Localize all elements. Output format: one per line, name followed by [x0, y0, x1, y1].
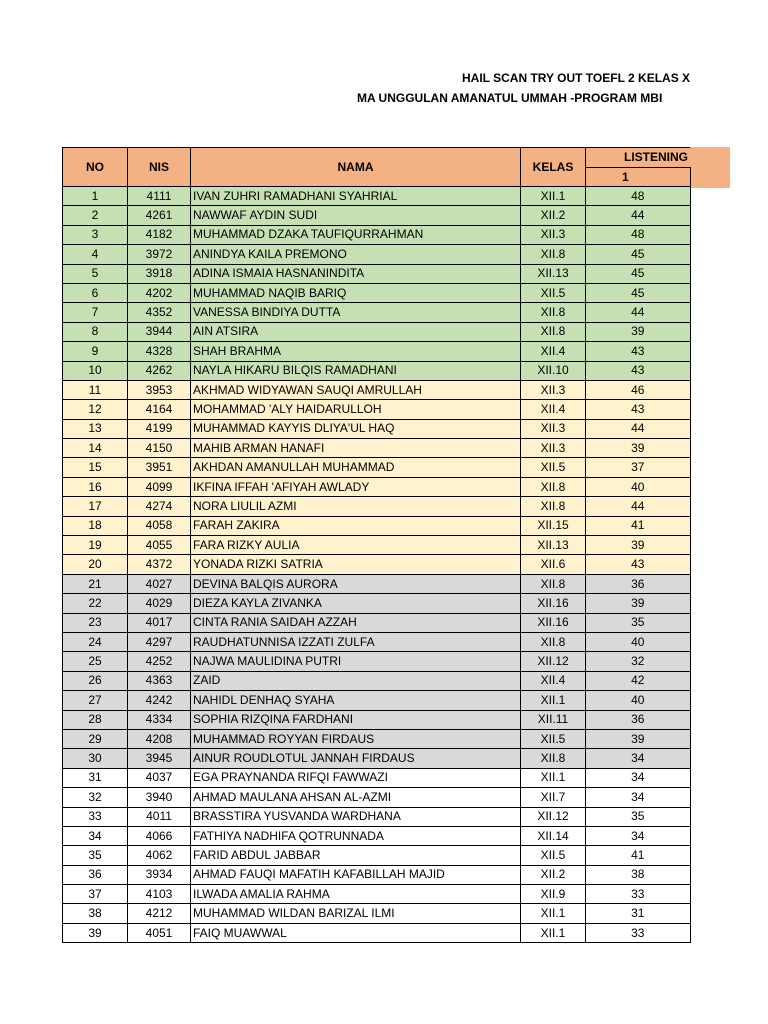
cell-listening-score: 39 — [586, 536, 691, 555]
table-row — [63, 885, 691, 904]
cell-nis: 4262 — [128, 361, 191, 380]
cell-no: 37 — [63, 885, 128, 904]
cell-no: 9 — [63, 342, 128, 361]
cell-nama: AIN ATSIRA — [191, 322, 521, 341]
cell-nama: IVAN ZUHRI RAMADHANI SYAHRIAL — [191, 187, 521, 206]
cell-nis: 4182 — [128, 225, 191, 244]
document-header — [0, 60, 691, 120]
cell-kelas: XII.12 — [521, 652, 586, 671]
table-row — [63, 283, 691, 302]
cell-no: 14 — [63, 439, 128, 458]
cell-no: 12 — [63, 400, 128, 419]
cell-kelas: XII.12 — [521, 807, 586, 826]
cell-kelas: XII.8 — [521, 749, 586, 768]
cell-nama: MUHAMMAD NAQIB BARIQ — [191, 283, 521, 302]
cell-kelas: XII.8 — [521, 477, 586, 496]
cell-kelas: XII.8 — [521, 322, 586, 341]
cell-no: 23 — [63, 613, 128, 632]
table-row — [63, 361, 691, 380]
cell-kelas: XII.3 — [521, 380, 586, 399]
cell-nama: ADINA ISMAIA HASNANINDITA — [191, 264, 521, 283]
cell-listening-score: 39 — [586, 439, 691, 458]
cell-kelas: XII.4 — [521, 671, 586, 690]
cell-nis: 4099 — [128, 477, 191, 496]
cell-nis: 4261 — [128, 206, 191, 225]
cell-nis: 4372 — [128, 555, 191, 574]
cell-no: 25 — [63, 652, 128, 671]
cell-nama: MUHAMMAD WILDAN BARIZAL ILMI — [191, 904, 521, 923]
cell-nama: FARAH ZAKIRA — [191, 516, 521, 535]
cell-kelas: XII.5 — [521, 846, 586, 865]
cell-kelas: XII.11 — [521, 710, 586, 729]
cell-listening-score: 39 — [586, 594, 691, 613]
table-row — [63, 671, 691, 690]
cell-nis: 4274 — [128, 497, 191, 516]
cell-nis: 3951 — [128, 458, 191, 477]
header-row-1 — [63, 148, 691, 168]
cell-no: 22 — [63, 594, 128, 613]
table-row — [63, 865, 691, 884]
cell-listening-score: 35 — [586, 613, 691, 632]
column-header-nis: NIS — [128, 148, 191, 187]
cell-listening-score: 40 — [586, 632, 691, 651]
cell-nis: 3945 — [128, 749, 191, 768]
cell-listening-score: 43 — [586, 342, 691, 361]
cell-nis: 4199 — [128, 419, 191, 438]
cell-listening-score: 48 — [586, 187, 691, 206]
cell-nama: MUHAMMAD DZAKA TAUFIQURRAHMAN — [191, 225, 521, 244]
cell-nama: ANINDYA KAILA PREMONO — [191, 245, 521, 264]
cell-no: 39 — [63, 923, 128, 942]
cell-nama: MUHAMMAD KAYYIS DLIYA'UL HAQ — [191, 419, 521, 438]
cell-no: 24 — [63, 632, 128, 651]
cell-nama: FARA RIZKY AULIA — [191, 536, 521, 555]
cell-listening-score: 31 — [586, 904, 691, 923]
cell-nis: 4027 — [128, 574, 191, 593]
cell-nama: AHMAD MAULANA AHSAN AL-AZMI — [191, 788, 521, 807]
table-row — [63, 400, 691, 419]
cell-kelas: XII.5 — [521, 729, 586, 748]
cell-nis: 3972 — [128, 245, 191, 264]
cell-kelas: XII.1 — [521, 923, 586, 942]
cell-nama: RAUDHATUNNISA IZZATI ZULFA — [191, 632, 521, 651]
cell-nama: AHMAD FAUQI MAFATIH KAFABILLAH MAJID — [191, 865, 521, 884]
document-title-line2: MA UNGGULAN AMANATUL UMMAH -PROGRAM MBI — [357, 91, 663, 105]
cell-no: 2 — [63, 206, 128, 225]
cell-no: 10 — [63, 361, 128, 380]
column-header-listening: LISTENING — [586, 148, 691, 168]
table-row — [63, 225, 691, 244]
cell-nama: NAHIDL DENHAQ SYAHA — [191, 691, 521, 710]
cell-nama: AKHMAD WIDYAWAN SAUQI AMRULLAH — [191, 380, 521, 399]
cell-kelas: XII.1 — [521, 768, 586, 787]
cell-no: 29 — [63, 729, 128, 748]
cell-listening-score: 43 — [586, 361, 691, 380]
cell-listening-score: 39 — [586, 322, 691, 341]
cell-kelas: XII.14 — [521, 826, 586, 845]
cell-listening-score: 41 — [586, 516, 691, 535]
cell-no: 33 — [63, 807, 128, 826]
cell-no: 5 — [63, 264, 128, 283]
cell-kelas: XII.5 — [521, 458, 586, 477]
cell-listening-score: 44 — [586, 497, 691, 516]
cell-kelas: XII.13 — [521, 264, 586, 283]
cell-nis: 4212 — [128, 904, 191, 923]
cell-nama: ZAID — [191, 671, 521, 690]
cell-nama: AKHDAN AMANULLAH MUHAMMAD — [191, 458, 521, 477]
table-row — [63, 497, 691, 516]
cell-nis: 4297 — [128, 632, 191, 651]
table-row — [63, 826, 691, 845]
table-row — [63, 710, 691, 729]
cell-nis: 3953 — [128, 380, 191, 399]
cell-no: 3 — [63, 225, 128, 244]
cell-listening-score: 48 — [586, 225, 691, 244]
table-row — [63, 691, 691, 710]
cell-listening-score: 34 — [586, 749, 691, 768]
cell-nis: 3944 — [128, 322, 191, 341]
cell-kelas: XII.3 — [521, 225, 586, 244]
table-row — [63, 342, 691, 361]
table-row — [63, 574, 691, 593]
cell-nis: 4037 — [128, 768, 191, 787]
cell-nama: SHAH BRAHMA — [191, 342, 521, 361]
column-header-nama: NAMA — [191, 148, 521, 187]
cell-kelas: XII.9 — [521, 885, 586, 904]
table-row — [63, 923, 691, 942]
cell-no: 4 — [63, 245, 128, 264]
table-row — [63, 322, 691, 341]
cell-no: 26 — [63, 671, 128, 690]
cell-no: 17 — [63, 497, 128, 516]
table-row — [63, 264, 691, 283]
cell-no: 18 — [63, 516, 128, 535]
cell-listening-score: 34 — [586, 768, 691, 787]
cell-no: 36 — [63, 865, 128, 884]
table-row — [63, 187, 691, 206]
cell-nis: 3918 — [128, 264, 191, 283]
cell-nama: MUHAMMAD ROYYAN FIRDAUS — [191, 729, 521, 748]
cell-kelas: XII.4 — [521, 342, 586, 361]
cell-nis: 4208 — [128, 729, 191, 748]
table-row — [63, 904, 691, 923]
cell-kelas: XII.1 — [521, 691, 586, 710]
cell-listening-score: 34 — [586, 826, 691, 845]
cell-nis: 3940 — [128, 788, 191, 807]
table-row — [63, 788, 691, 807]
table-row — [63, 846, 691, 865]
cell-kelas: XII.8 — [521, 632, 586, 651]
cell-nama: NAYLA HIKARU BILQIS RAMADHANI — [191, 361, 521, 380]
cell-nis: 4352 — [128, 303, 191, 322]
cell-nama: SOPHIA RIZQINA FARDHANI — [191, 710, 521, 729]
cell-kelas: XII.13 — [521, 536, 586, 555]
cell-no: 20 — [63, 555, 128, 574]
cell-no: 6 — [63, 283, 128, 302]
cell-listening-score: 45 — [586, 264, 691, 283]
cell-no: 11 — [63, 380, 128, 399]
cell-nis: 4051 — [128, 923, 191, 942]
cell-no: 7 — [63, 303, 128, 322]
cell-listening-score: 44 — [586, 206, 691, 225]
cell-nis: 4164 — [128, 400, 191, 419]
cell-kelas: XII.8 — [521, 303, 586, 322]
cell-nama: MOHAMMAD 'ALY HAIDARULLOH — [191, 400, 521, 419]
cell-no: 27 — [63, 691, 128, 710]
cell-no: 35 — [63, 846, 128, 865]
cell-kelas: XII.4 — [521, 400, 586, 419]
cell-nis: 4252 — [128, 652, 191, 671]
cell-nama: VANESSA BINDIYA DUTTA — [191, 303, 521, 322]
cell-kelas: XII.10 — [521, 361, 586, 380]
cell-nis: 4363 — [128, 671, 191, 690]
cell-nis: 4029 — [128, 594, 191, 613]
cell-listening-score: 34 — [586, 788, 691, 807]
cell-listening-score: 35 — [586, 807, 691, 826]
cell-kelas: XII.8 — [521, 574, 586, 593]
table-row — [63, 729, 691, 748]
table-row — [63, 555, 691, 574]
cell-kelas: XII.16 — [521, 594, 586, 613]
document-title-line1: HAIL SCAN TRY OUT TOEFL 2 KELAS X — [462, 71, 691, 85]
cell-kelas: XII.7 — [521, 788, 586, 807]
cell-listening-score: 42 — [586, 671, 691, 690]
cell-listening-score: 37 — [586, 458, 691, 477]
cell-kelas: XII.16 — [521, 613, 586, 632]
cell-nama: NAWWAF AYDIN SUDI — [191, 206, 521, 225]
cell-no: 1 — [63, 187, 128, 206]
cell-kelas: XII.3 — [521, 439, 586, 458]
cell-nis: 4103 — [128, 885, 191, 904]
column-header-no: NO — [63, 148, 128, 187]
cell-listening-score: 43 — [586, 400, 691, 419]
cell-nis: 4011 — [128, 807, 191, 826]
cell-nis: 4111 — [128, 187, 191, 206]
cell-nama: NORA LIULIL AZMI — [191, 497, 521, 516]
table-row — [63, 458, 691, 477]
cell-no: 8 — [63, 322, 128, 341]
table-row — [63, 419, 691, 438]
cell-kelas: XII.8 — [521, 245, 586, 264]
cell-no: 31 — [63, 768, 128, 787]
cell-nama: IKFINA IFFAH 'AFIYAH AWLADY — [191, 477, 521, 496]
cell-no: 13 — [63, 419, 128, 438]
cell-kelas: XII.15 — [521, 516, 586, 535]
cell-listening-score: 41 — [586, 846, 691, 865]
table-row — [63, 245, 691, 264]
cell-nama: YONADA RIZKI SATRIA — [191, 555, 521, 574]
table-row — [63, 807, 691, 826]
cell-kelas: XII.1 — [521, 904, 586, 923]
cell-no: 16 — [63, 477, 128, 496]
cell-listening-score: 40 — [586, 691, 691, 710]
column-header-kelas: KELAS — [521, 148, 586, 187]
cell-no: 28 — [63, 710, 128, 729]
cell-nis: 4066 — [128, 826, 191, 845]
cell-kelas: XII.2 — [521, 206, 586, 225]
cell-nama: CINTA RANIA SAIDAH AZZAH — [191, 613, 521, 632]
cell-listening-score: 44 — [586, 303, 691, 322]
cell-nis: 4150 — [128, 439, 191, 458]
table-row — [63, 632, 691, 651]
cell-listening-score: 39 — [586, 729, 691, 748]
cell-listening-score: 43 — [586, 555, 691, 574]
cell-kelas: XII.2 — [521, 865, 586, 884]
cell-kelas: XII.8 — [521, 497, 586, 516]
table-row — [63, 768, 691, 787]
cell-listening-score: 32 — [586, 652, 691, 671]
cell-listening-score: 36 — [586, 574, 691, 593]
cell-listening-score: 44 — [586, 419, 691, 438]
cell-listening-score: 45 — [586, 245, 691, 264]
cell-kelas: XII.3 — [521, 419, 586, 438]
cell-listening-score: 33 — [586, 885, 691, 904]
cell-no: 19 — [63, 536, 128, 555]
cell-nama: BRASSTIRA YUSVANDA WARDHANA — [191, 807, 521, 826]
cell-nama: DEVINA BALQIS AURORA — [191, 574, 521, 593]
cell-nama: FATHIYA NADHIFA QOTRUNNADA — [191, 826, 521, 845]
cell-nama: FAIQ MUAWWAL — [191, 923, 521, 942]
cell-listening-score: 40 — [586, 477, 691, 496]
cell-nis: 4334 — [128, 710, 191, 729]
table-row — [63, 380, 691, 399]
cell-listening-score: 45 — [586, 283, 691, 302]
cell-listening-score: 36 — [586, 710, 691, 729]
cell-listening-score: 38 — [586, 865, 691, 884]
cell-nama: NAJWA MAULIDINA PUTRI — [191, 652, 521, 671]
cell-nis: 4202 — [128, 283, 191, 302]
cell-no: 32 — [63, 788, 128, 807]
cell-no: 30 — [63, 749, 128, 768]
cell-no: 38 — [63, 904, 128, 923]
table-row — [63, 477, 691, 496]
cell-kelas: XII.1 — [521, 187, 586, 206]
cell-nama: EGA PRAYNANDA RIFQI FAWWAZI — [191, 768, 521, 787]
cell-nama: FARID ABDUL JABBAR — [191, 846, 521, 865]
cell-no: 34 — [63, 826, 128, 845]
cell-nama: DIEZA KAYLA ZIVANKA — [191, 594, 521, 613]
cell-no: 15 — [63, 458, 128, 477]
table-row — [63, 536, 691, 555]
table-row — [63, 749, 691, 768]
table-row — [63, 594, 691, 613]
cell-nis: 4062 — [128, 846, 191, 865]
table-row — [63, 206, 691, 225]
cell-nama: ILWADA AMALIA RAHMA — [191, 885, 521, 904]
cell-no: 21 — [63, 574, 128, 593]
column-header-sub-1: 1 — [586, 168, 691, 187]
cell-listening-score: 46 — [586, 380, 691, 399]
cell-nama: AINUR ROUDLOTUL JANNAH FIRDAUS — [191, 749, 521, 768]
table-row — [63, 613, 691, 632]
cell-nis: 3934 — [128, 865, 191, 884]
cell-nis: 4242 — [128, 691, 191, 710]
table-row — [63, 303, 691, 322]
cell-kelas: XII.6 — [521, 555, 586, 574]
cell-nama: MAHIB ARMAN HANAFI — [191, 439, 521, 458]
cell-nis: 4058 — [128, 516, 191, 535]
score-table — [62, 147, 691, 943]
cell-nis: 4055 — [128, 536, 191, 555]
table-row — [63, 439, 691, 458]
cell-nis: 4328 — [128, 342, 191, 361]
table-row — [63, 652, 691, 671]
table-row — [63, 516, 691, 535]
cell-listening-score: 33 — [586, 923, 691, 942]
cell-nis: 4017 — [128, 613, 191, 632]
cell-kelas: XII.5 — [521, 283, 586, 302]
